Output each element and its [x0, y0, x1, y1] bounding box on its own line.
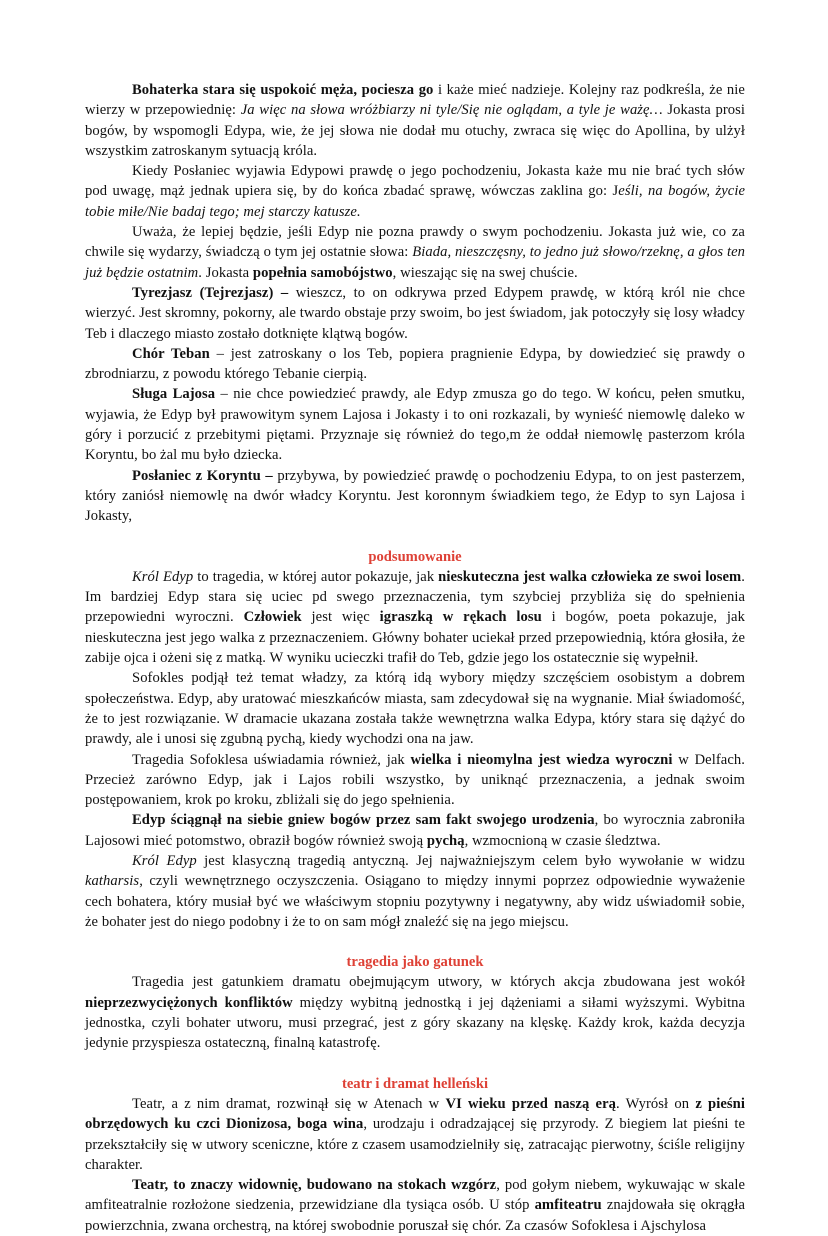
italic-run: katharsis	[85, 873, 140, 890]
section-spacer	[85, 527, 745, 547]
paragraph-p7	[85, 466, 745, 527]
paragraph-p15	[85, 1175, 745, 1236]
bold-run: Człowiek	[243, 609, 302, 626]
bold-run: Bohaterka stara się uspokoić męża, pociesza go	[132, 82, 434, 98]
text-run: Tragedia Sofoklesa uświadamia również, jak	[132, 751, 411, 768]
text-run: . Jokasta	[198, 264, 253, 281]
bold-run: VI wieku przed naszą erą	[445, 1095, 617, 1112]
text-run: w Delfach. Przecież zarówno Edyp, jak i Lajos robili wszystko, by uniknąć przeznaczenia, a jednak swoim postępowaniem, krok po kroku, zbliżali się do jego spełnienia.	[85, 751, 745, 809]
bold-run: Edyp ściągnął na siebie gniew bogów przez sam fakt swojego urodzenia	[132, 812, 595, 829]
text-run: Uważa, że lepiej będzie, jeśli Edyp nie pozna prawdy o swym pochodzeniu. Jokasta już wie, co za chwile się wydarzy, świadczą o tym jej ostatnie słowa:	[85, 224, 745, 261]
text-run: , urodzaju i odradzającej się przyrody. Z biegiem lat pieśni te przekształciły się w utwory sceniczne, które z czasem usamodzielniły się, zatracając pierwotny, ściśle religijny charakter.	[85, 1116, 745, 1173]
text-run: . Im bardziej Edyp stara się uciec pd swego przeznaczenia, tym szybciej przybliża się do spełnienia przepowiedni wyroczni.	[85, 568, 746, 626]
bold-run: Chór Teban	[132, 345, 210, 362]
text-run: jest więc	[301, 609, 380, 626]
paragraph-p11	[85, 810, 745, 851]
paragraph-p9	[85, 668, 745, 749]
bold-run: Sługa Lajosa	[132, 386, 216, 403]
section-spacer	[85, 932, 745, 952]
text-run: Jokasta prosi bogów, by wspomogli Edypa, wie, że jej słowa nie dodał mu otuchy, zwraca się więc do Apollina, by ulżył wszystkim zatroskanym sytuacją króla.	[85, 102, 746, 159]
text-run: Kiedy Posłaniec wyjawia Edypowi prawdę o jego pochodzeniu, Jokasta każe mu nie brać tych słów pod uwagę, mąż jednak upiera się, by do końca zbadać sprawę, wówczas zaklina go: J	[85, 163, 745, 200]
bold-run: z pieśni obrzędowych ku czci Dionizosa, boga wina	[85, 1095, 745, 1133]
paragraph-p5	[85, 344, 745, 385]
text-run: , bo wyrocznia zabroniła Lajosowi mieć potomstwo, obraził bogów również swoją	[85, 812, 745, 849]
paragraph-p13	[85, 972, 745, 1053]
bold-run: Posłaniec z Koryntu –	[132, 467, 273, 484]
italic-run: Ja więc na słowa wróżbiarzy ni tyle/Się nie oglądam, a tyle je ważę…	[240, 102, 663, 119]
paragraph-p2	[85, 161, 745, 222]
text-run: , wieszając się na swej chuście.	[392, 264, 578, 281]
text-run: – jest zatroskany o los Teb, popiera pragnienie Edypa, by dowiedzieć się prawdy o zbrodniarzu, z powodu którego Tebanie cierpią.	[85, 345, 745, 383]
paragraph-p4	[85, 283, 745, 344]
text-run: wieszcz, to on odkrywa przed Edypem prawdę, w którą król nie chce wierzyć. Jest skromny, pokorny, ale twardo obstaje przy swoim, bo jest świadom, jak potoczyły się losy władcy Teb i dlaczego miasto zostało dotknięte klątwą bogów.	[85, 284, 745, 342]
text-run: Teatr, a z nim dramat, rozwinął się w Atenach w	[132, 1095, 446, 1112]
section-spacer	[85, 1054, 745, 1074]
bold-run: igraszką w rękach losu	[379, 609, 542, 626]
text-run: , wzmocnioną w czasie śledztwa.	[464, 832, 661, 849]
text-run: to tragedia, w której autor pokazuje, jak	[193, 568, 439, 585]
paragraph-p10	[85, 750, 745, 811]
bold-run: amfiteatru	[534, 1197, 602, 1214]
text-run: przybywa, by powiedzieć prawdę o pochodzeniu Edypa, to on jest pasterzem, który zaniósł niemowlę na dwór władcy Koryntu. Jest koronnym świadkiem tego, że Edyp to syn Lajosa i Jokasty,	[85, 467, 745, 525]
paragraph-p14	[85, 1094, 745, 1175]
section-heading-h2: tragedia jako gatunek	[346, 954, 484, 971]
italic-run: eśli, na bogów, życie tobie miłe/Nie badaj tego; mej starczy katusze.	[85, 183, 745, 220]
bold-run: pychą	[426, 832, 465, 849]
paragraph-p8	[85, 567, 745, 668]
text-run: jest klasyczną tragedią antyczną. Jej najważniejszym celem było wywołanie w widzu	[196, 852, 745, 869]
document-body	[85, 80, 745, 1236]
text-run: między wybitną jednostką i jej dążeniami a siłami wyższymi. Wybitna jednostka, czyli bohater utworu, musi przegrać, jest z góry skazany na klęskę. Każdy krok, każda decyzja jedynie przyspiesza ostateczną, finalną katastrofę.	[85, 994, 745, 1052]
text-run: , czyli wewnętrznego oczyszczenia. Osiągano to między innymi poprzez odpowiednie wyważenie cech bohatera, który musiał być we właściwym stopniu pozytywny i negatywny, aby widz uświadomił sobie, że bohater jest do niego podobny i że to on sam mógł znaleźć się na jego miejscu.	[85, 873, 745, 930]
bold-run: Tyrezjasz (Tejrezjasz) –	[132, 284, 289, 301]
text-run: Tragedia jest gatunkiem dramatu obejmującym utwory, w których akcja zbudowana jest wokół	[132, 974, 745, 991]
text-run: Sofokles podjął też temat władzy, za którą idą wybory między szczęściem osobistym a dobrem społeczeństwa. Edyp, aby uratować mieszkańców miasta, sam zdecydował się na wygnanie. Miał świadomość, że to jest rozwiązanie. W dramacie ukazana została także wewnętrzna walka Edypa, który stara się dążyć do prawdy, ale i unosi się zgubną pychą, kiedy wychodzi ona na jaw.	[85, 670, 745, 748]
bold-run: wielka i nieomylna jest wiedza wyroczni	[410, 751, 673, 768]
text-run: , pod gołym niebem, wykuwając w skale amfiteatralnie rozłożone siedzenia, przewidziane dla tysiąca osób. U stóp	[85, 1177, 745, 1214]
bold-run: nieprzezwyciężonych konfliktów	[85, 994, 293, 1011]
bold-run: Teatr, to znaczy widownię, budowano na stokach wzgórz	[132, 1177, 497, 1194]
bold-run: nieskuteczna jest walka człowieka ze swoi losem	[438, 568, 742, 585]
paragraph-p1	[85, 80, 745, 161]
text-run: i każe mieć nadzieje. Kolejny raz podkreśla, że nie wierzy w przepowiednię:	[85, 82, 745, 119]
paragraph-p3	[85, 222, 745, 283]
text-run: – nie chce powiedzieć prawdy, ale Edyp zmusza go do tego. W końcu, pełen smutku, wyjawia, że Edyp był prawowitym synem Lajosa i Jokasty i to oni rozkazali, by wynieść niemowlę daleko w góry i porzucić z przebitymi piętami. Przyznaje się również do tego,m że oddał niemowlę pasterzom króla Koryntu, bo żal mu było dziecka.	[85, 386, 746, 464]
paragraph-p12	[85, 851, 745, 932]
paragraph-p6	[85, 384, 745, 465]
italic-run: Król Edyp	[132, 852, 197, 869]
italic-run: Król Edyp	[132, 568, 194, 585]
bold-run: popełnia samobójstwo	[252, 264, 393, 281]
text-run: . Wyrósł on	[616, 1095, 696, 1112]
text-run: i bogów, poeta pokazuje, jak nieskuteczna jest jego walka z przeznaczeniem. Główny bohater uciekał przed przepowiednią, która głosiła, że zabije ojca i ożeni się z matką. W wyniku ucieczki trafił do Teb, gdzie jego los ostatecznie się wypełnił.	[85, 609, 745, 667]
italic-run: Biada, nieszczęsny, to jedno już słowo/rzeknę, a głos ten już będzie ostatnim	[85, 244, 745, 281]
section-heading-h3: teatr i dramat helleński	[341, 1075, 489, 1092]
section-heading-h1: podsumowanie	[368, 548, 462, 565]
text-run: znajdowała się okrągła powierzchnia, zwana orchestrą, na której swobodnie poruszał się chór. Za czasów Sofoklesa i Ajschylosa	[85, 1197, 745, 1234]
